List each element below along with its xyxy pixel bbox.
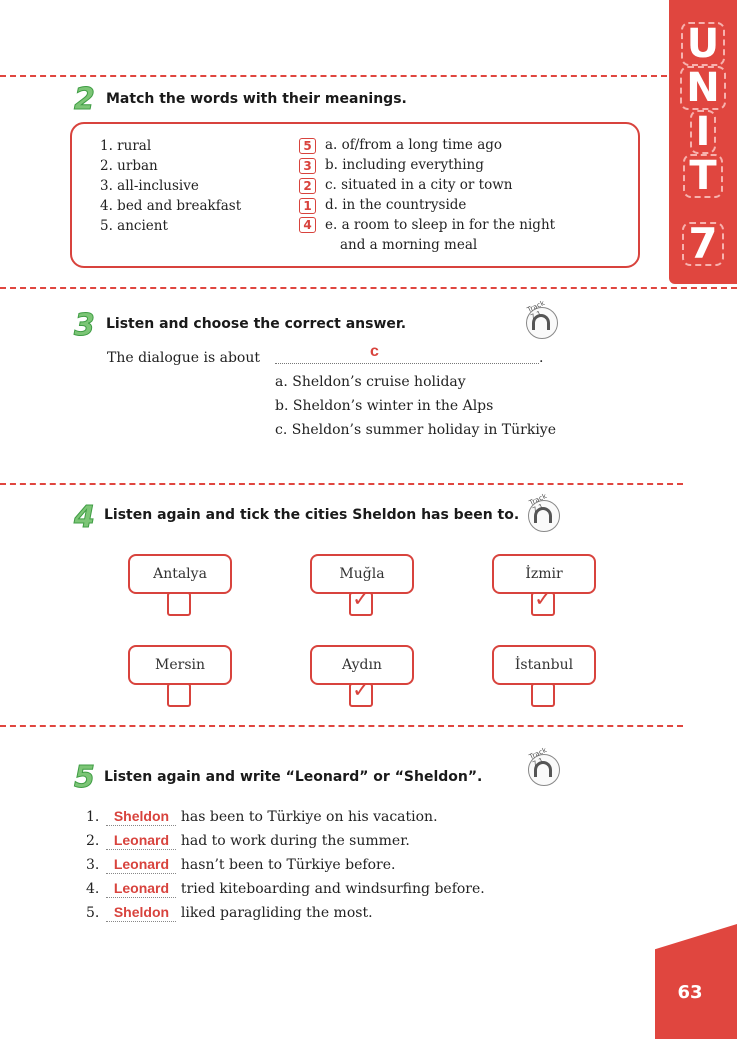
answer-blank[interactable]: Sheldon [106,904,176,922]
headphones-icon[interactable]: Track 7.1 [528,500,560,532]
list-item: 2. Leonard had to work during the summer. [86,832,410,849]
unit-number: 7 [669,222,737,266]
check-icon: ✓ [352,587,371,612]
section-divider [0,483,683,485]
answer-box[interactable]: 3 [299,158,316,174]
period: . [539,350,544,366]
exercise-title: Listen again and write “Leonard” or “Sheldon”. [104,769,483,785]
headphones-icon[interactable]: Track 7.1 [526,307,558,339]
exercise-number: 4 [74,500,95,535]
tick-box[interactable] [167,592,191,616]
tick-box[interactable] [531,683,555,707]
question-prompt: The dialogue is about [107,350,260,366]
exercise-number: 5 [74,760,95,795]
word-item: 2. urban [100,158,158,174]
list-item: 3. Leonard hasn’t been to Türkiye before. [86,856,396,873]
meaning-item: c. situated in a city or town [325,177,513,193]
answer-box[interactable]: 5 [299,138,316,154]
exercise-title: Listen and choose the correct answer. [106,316,407,332]
word-item: 1. rural [100,138,152,154]
option-item: a. Sheldon’s cruise holiday [275,374,466,390]
list-item: 1. Sheldon has been to Türkiye on his vacation. [86,808,438,825]
exercise-title: Listen again and tick the cities Sheldon has been to. [104,507,520,523]
meaning-item: d. in the countryside [325,197,467,213]
word-item: 3. all-inclusive [100,178,199,194]
meaning-item: b. including everything [325,157,484,173]
unit-letter-i: I [669,110,737,154]
headphones-icon[interactable]: Track 7.1 [528,754,560,786]
city-box: Antalya [128,554,232,594]
answer-blank[interactable]: Leonard [106,856,176,874]
unit-letter-n: N [669,66,737,110]
page-number: 63 [677,982,703,1003]
option-item: b. Sheldon’s winter in the Alps [275,398,494,414]
answer-box[interactable]: 4 [299,217,316,233]
city-box: Aydın [310,645,414,685]
unit-letter-t: T [669,154,737,198]
tick-box[interactable] [531,587,555,616]
option-item: c. Sheldon’s summer holiday in Türkiye [275,422,556,438]
tick-box[interactable] [349,587,373,616]
city-box: Muğla [310,554,414,594]
city-box: İzmir [492,554,596,594]
city-box: İstanbul [492,645,596,685]
unit-letter-u: U [669,22,737,66]
meaning-item: a. of/from a long time ago [325,137,503,153]
list-item: 4. Leonard tried kiteboarding and windsurfing before. [86,880,485,897]
word-item: 4. bed and breakfast [100,198,242,214]
list-item: 5. Sheldon liked paragliding the most. [86,904,373,921]
answer-box[interactable]: 2 [299,178,316,194]
unit-tab [669,0,737,284]
tick-box[interactable] [349,678,373,707]
city-box: Mersin [128,645,232,685]
exercise-title: Match the words with their meanings. [106,91,407,107]
word-item: 5. ancient [100,218,168,234]
check-icon: ✓ [352,678,371,703]
answer-blank[interactable]: Sheldon [106,808,176,826]
section-divider [0,287,737,289]
exercise-number: 2 [74,82,95,117]
answer-text: c [370,343,379,360]
check-icon: ✓ [534,587,553,612]
section-divider [0,75,667,77]
section-divider [0,725,683,727]
meaning-continued: and a morning meal [340,237,478,253]
tick-box[interactable] [167,683,191,707]
answer-blank[interactable] [275,345,539,364]
answer-blank[interactable]: Leonard [106,880,176,898]
answer-box[interactable]: 1 [299,198,316,214]
exercise-number: 3 [74,308,95,343]
meaning-item: e. a room to sleep in for the night [325,217,556,233]
answer-blank[interactable]: Leonard [106,832,176,850]
